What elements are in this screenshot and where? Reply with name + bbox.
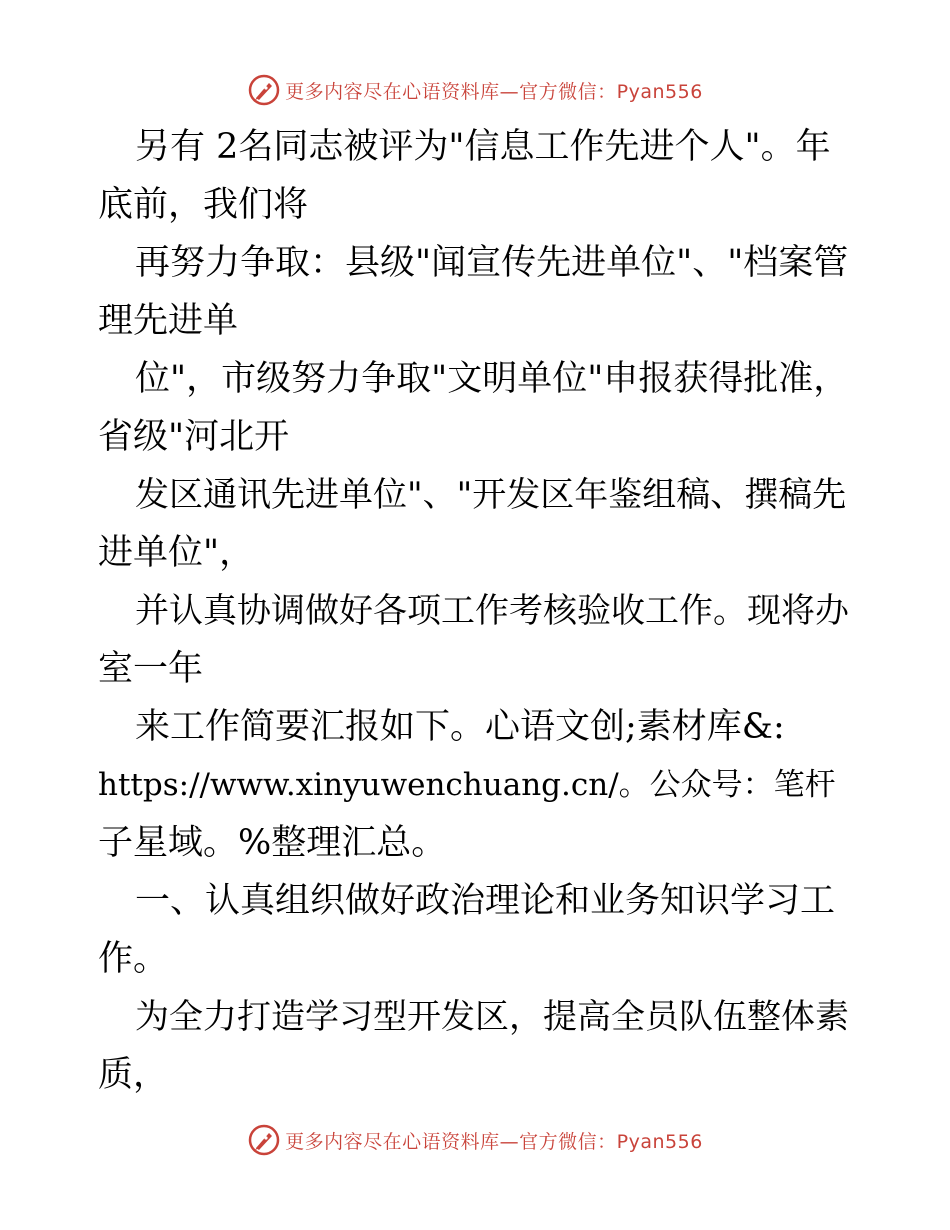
- text-line: 质，: [98, 1055, 169, 1095]
- quill-pen-logo-icon: [247, 1123, 281, 1157]
- text-line: 再努力争取：县级"闻宣传先进单位"、"档案管: [135, 243, 849, 283]
- text-line: 位"，市级努力争取"文明单位"申报获得批准，: [135, 359, 849, 399]
- document-body: [98, 118, 858, 1104]
- text-line: 子星域。%整理汇总。: [98, 823, 447, 863]
- text-line: 另有 2名同志被评为"信息工作先进个人"。年: [135, 127, 831, 167]
- text-line: 室一年: [98, 649, 204, 689]
- footer-banner: [0, 1120, 950, 1160]
- header-banner-text: 更多内容尽在心语资料库—官方微信：Pyan556: [285, 80, 703, 103]
- footer-banner-text: 更多内容尽在心语资料库—官方微信：Pyan556: [285, 1130, 703, 1153]
- text-line: 并认真协调做好各项工作考核验收工作。现将办: [135, 591, 849, 631]
- text-line: 发区通讯先进单位"、"开发区年鉴组稿、撰稿先: [135, 475, 847, 515]
- url-line: https://www.xinyuwenchuang.cn/。公众号：笔杆: [98, 767, 836, 803]
- header-banner: [0, 70, 950, 110]
- text-line: 省级"河北开: [98, 417, 290, 457]
- quill-pen-logo-icon: [247, 73, 281, 107]
- text-line: 为全力打造学习型开发区，提高全员队伍整体素: [135, 997, 849, 1037]
- section-heading: 一、认真组织做好政治理论和业务知识学习工: [135, 881, 836, 921]
- text-line: 底前，我们将: [98, 185, 309, 225]
- text-line: 进单位"，: [98, 533, 255, 573]
- text-line: 理先进单: [98, 301, 239, 341]
- text-line: 来工作简要汇报如下。心语文创;素材库&:: [135, 707, 785, 747]
- text-line: 作。: [98, 939, 169, 979]
